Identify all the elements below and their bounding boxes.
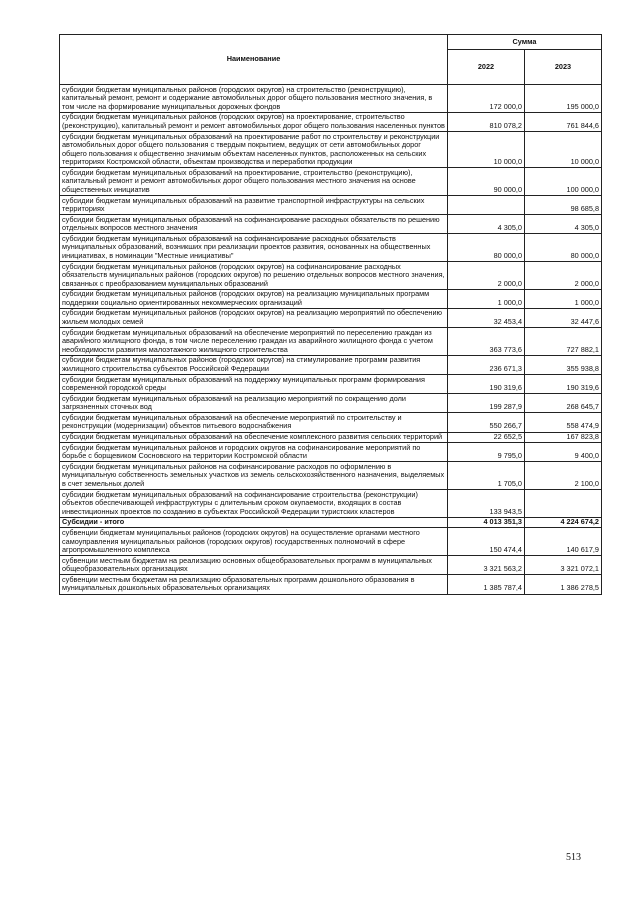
row-value-2022: 810 078,2: [448, 112, 525, 131]
row-value-2022: 190 319,6: [448, 374, 525, 393]
header-year-2023: 2023: [525, 50, 602, 85]
row-name: субсидии бюджетам муниципальных образований на проектирование, строительство (реконструкцию), капитальный ремонт и ремонт автомобильных дорог общего пользования местного значения на основе общественных инициатив: [60, 168, 448, 196]
row-value-2022: 550 266,7: [448, 413, 525, 432]
table-row: [60, 432, 602, 443]
page-number: 513: [566, 852, 581, 863]
row-value-2023: 2 000,0: [525, 262, 602, 290]
row-value-2023: 355 938,8: [525, 355, 602, 374]
table-row: [60, 112, 602, 131]
total-row: [60, 517, 602, 528]
row-value-2023: 1 000,0: [525, 289, 602, 308]
row-value-2022: 2 000,0: [448, 262, 525, 290]
row-name: субсидии бюджетам муниципальных образований на софинансирование расходных обязательств муниципальных образований, возникших при реализации проектов развития, основанных на общественных инициативах, в номинации "Местные инициативы": [60, 234, 448, 262]
row-name: субсидии бюджетам муниципальных образований на развитие транспортной инфраструктуры на сельских территориях: [60, 195, 448, 214]
row-name: субсидии бюджетам муниципальных районов и городских округов на софинансирование мероприятий по борьбе с борщевиком Сосновского на территории Костромской области: [60, 443, 448, 462]
row-value-2022: 1 705,0: [448, 462, 525, 490]
row-name: субсидии бюджетам муниципальных районов (городских округов) на софинансирование расходных обязательств муниципальных районов (городских округов) по решению отдельных вопросов местного значения, связанных с преобразованием муниципальных образований: [60, 262, 448, 290]
row-value-2023: 4 224 674,2: [525, 517, 602, 528]
header-year-2022: 2022: [448, 50, 525, 85]
row-name: Субсидии - итого: [60, 517, 448, 528]
row-value-2022: [448, 195, 525, 214]
table-row: [60, 132, 602, 168]
row-name: субсидии бюджетам муниципальных образований на поддержку муниципальных программ формирования современной городской среды: [60, 374, 448, 393]
row-value-2023: 195 000,0: [525, 85, 602, 113]
table-row: [60, 374, 602, 393]
row-name: субсидии бюджетам муниципальных районов на софинансирование расходов по оформлению в муниципальную собственность земельных участков из земель сельскохозяйственного назначения, выделяемых в счет земельных долей: [60, 462, 448, 490]
row-value-2022: 90 000,0: [448, 168, 525, 196]
table-row: [60, 490, 602, 518]
row-name: субсидии бюджетам муниципальных образований на обеспечение мероприятий по переселению граждан из аварийного жилищного фонда, в том числе переселению граждан из аварийного жилищного фонда с учетом необходимости развития малоэтажного жилищного строительства: [60, 328, 448, 356]
row-value-2023: 2 100,0: [525, 462, 602, 490]
row-value-2023: 727 882,1: [525, 328, 602, 356]
table-row: [60, 328, 602, 356]
header-name: Наименование: [60, 35, 448, 85]
row-value-2022: 150 474,4: [448, 528, 525, 556]
row-name: субвенции бюджетам муниципальных районов (городских округов) на осуществление органами местного самоуправления муниципальных районов (городских округов) государственных полномочий в сфере агропромышленного комплекса: [60, 528, 448, 556]
row-name: субвенции местным бюджетам на реализацию основных общеобразовательных программ в муниципальных общеобразовательных организациях: [60, 556, 448, 575]
table-row: [60, 556, 602, 575]
row-name: субсидии бюджетам муниципальных районов (городских округов) на проектирование, строительство (реконструкцию), капитальный ремонт и ремонт автомобильных дорог общего пользования населенных пунктов: [60, 112, 448, 131]
row-value-2022: 3 321 563,2: [448, 556, 525, 575]
row-value-2023: [525, 490, 602, 518]
row-value-2023: 761 844,6: [525, 112, 602, 131]
row-name: субсидии бюджетам муниципальных районов (городских округов) на строительство (реконструкцию), капитальный ремонт, ремонт и содержание автомобильных дорог общего пользования местного значения, в том числе на формирование муниципальных дорожных фондов: [60, 85, 448, 113]
row-value-2023: 140 617,9: [525, 528, 602, 556]
row-name: субсидии бюджетам муниципальных образований на софинансирование расходных обязательств по решению отдельных вопросов местного значения: [60, 215, 448, 234]
row-value-2023: 3 321 072,1: [525, 556, 602, 575]
row-value-2022: 32 453,4: [448, 308, 525, 327]
table-row: [60, 215, 602, 234]
row-name: субсидии бюджетам муниципальных районов (городских округов) на реализацию муниципальных программ поддержки социально ориентированных некоммерческих организаций: [60, 289, 448, 308]
row-value-2022: 9 795,0: [448, 443, 525, 462]
row-value-2023: 190 319,6: [525, 374, 602, 393]
row-value-2022: 133 943,5: [448, 490, 525, 518]
table-row: [60, 575, 602, 594]
row-value-2022: 4 013 351,3: [448, 517, 525, 528]
row-name: субсидии бюджетам муниципальных районов (городских округов) на стимулирование программ развития жилищного строительства субъектов Российской Федерации: [60, 355, 448, 374]
row-value-2022: 1 000,0: [448, 289, 525, 308]
row-value-2022: 1 385 787,4: [448, 575, 525, 594]
table-row: [60, 289, 602, 308]
table-row: [60, 85, 602, 113]
row-name: субсидии бюджетам муниципальных образований на обеспечение комплексного развития сельских территорий: [60, 432, 448, 443]
table-row: [60, 355, 602, 374]
row-name: субсидии бюджетам муниципальных образований на реализацию мероприятий по сокращению доли загрязненных сточных вод: [60, 394, 448, 413]
row-value-2022: 363 773,6: [448, 328, 525, 356]
row-value-2023: 4 305,0: [525, 215, 602, 234]
row-value-2023: 9 400,0: [525, 443, 602, 462]
row-value-2023: 98 685,8: [525, 195, 602, 214]
row-value-2023: 167 823,8: [525, 432, 602, 443]
row-value-2022: 80 000,0: [448, 234, 525, 262]
row-value-2023: 100 000,0: [525, 168, 602, 196]
row-name: субсидии бюджетам муниципальных образований на софинансирование строительства (реконструкции) объектов обеспечивающей инфраструктуры с длительным сроком окупаемости, входящих в состав инвестиционных проектов по созданию в субъектах Российской Федерации туристских кластеров: [60, 490, 448, 518]
row-value-2023: 558 474,9: [525, 413, 602, 432]
table-body: [60, 85, 602, 594]
table-row: [60, 443, 602, 462]
table-row: [60, 413, 602, 432]
table-row: [60, 195, 602, 214]
row-value-2023: 80 000,0: [525, 234, 602, 262]
table-row: [60, 394, 602, 413]
row-value-2022: 10 000,0: [448, 132, 525, 168]
row-value-2023: 10 000,0: [525, 132, 602, 168]
table-row: [60, 234, 602, 262]
row-value-2023: 32 447,6: [525, 308, 602, 327]
row-name: субсидии бюджетам муниципальных образований на обеспечение мероприятий по строительству и реконструкции (модернизации) объектов питьевого водоснабжения: [60, 413, 448, 432]
budget-table: [59, 34, 602, 595]
row-value-2022: 4 305,0: [448, 215, 525, 234]
row-name: субсидии бюджетам муниципальных образований на проектирование работ по строительству и реконструкции автомобильных дорог общего пользования с твердым покрытием, ведущих от сети автомобильных дорог общего пользования к общественно значимым объектам населенных пунктов, расположенных на сельских территориях Костромской области, объектам производства и переработки продукции: [60, 132, 448, 168]
row-value-2022: 172 000,0: [448, 85, 525, 113]
table-row: [60, 308, 602, 327]
row-name: субсидии бюджетам муниципальных районов (городских округов) на реализацию мероприятий по обеспечению жильем молодых семей: [60, 308, 448, 327]
table-row: [60, 528, 602, 556]
table-row: [60, 168, 602, 196]
row-value-2023: 268 645,7: [525, 394, 602, 413]
row-value-2022: 236 671,3: [448, 355, 525, 374]
table-row: [60, 462, 602, 490]
row-value-2023: 1 386 278,5: [525, 575, 602, 594]
row-name: субвенции местным бюджетам на реализацию образовательных программ дошкольного образования в муниципальных дошкольных образовательных организациях: [60, 575, 448, 594]
header-sum: Сумма: [448, 35, 602, 50]
row-value-2022: 22 652,5: [448, 432, 525, 443]
table-row: [60, 262, 602, 290]
row-value-2022: 199 287,9: [448, 394, 525, 413]
